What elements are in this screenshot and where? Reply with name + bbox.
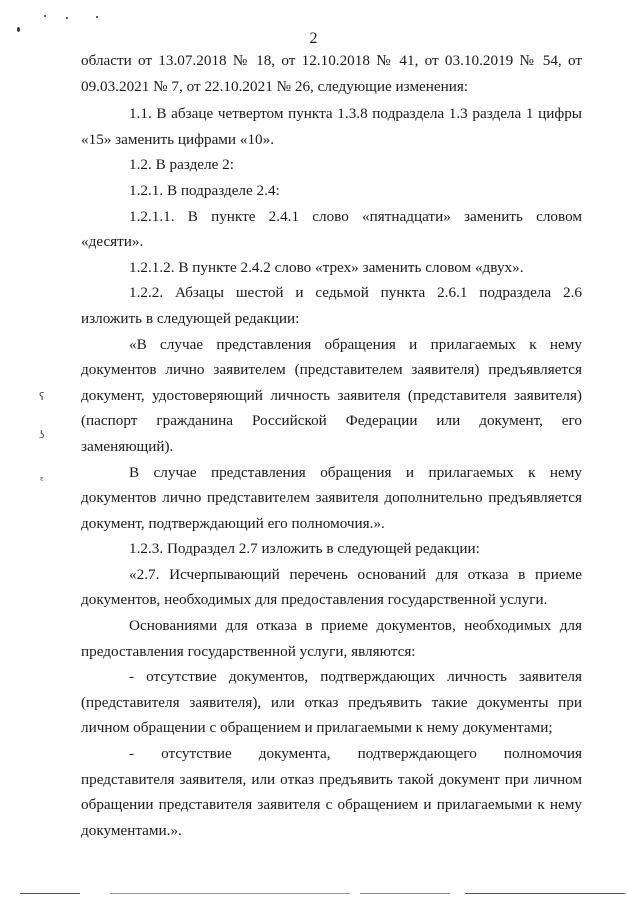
paragraph: «В случае представления обращения и прилагаемых к нему документов лично заявителем (представителем заявителя) предъявляется документ, удостоверяющий личность заявителя (представителя заявителя) (паспорт гражданина Российской Федерации или документ, его заменяющий). [81, 335, 582, 455]
paragraph: 1.2.1.1. В пункте 2.4.1 слово «пятнадцати» заменить словом «десяти». [81, 207, 582, 251]
scan-edge-line [110, 893, 350, 894]
paragraph: 1.2.2. Абзацы шестой и седьмой пункта 2.6.1 подраздела 2.6 изложить в следующей редакции: [81, 284, 582, 327]
scan-edge-line [20, 893, 80, 894]
paragraph: 1.2. В разделе 2: [129, 156, 234, 174]
paragraph: - отсутствие документов, подтверждающих личность заявителя (представителя заявителя), или отказ предъявить такие документы при личном обращении с обращением и прилагаемыми к нему документами; [81, 668, 582, 737]
margin-speck-1: ʕ [39, 390, 45, 403]
document-body [81, 48, 582, 843]
page-number: 2 [309, 30, 318, 47]
paragraph: Основаниями для отказа в приеме документов, необходимых для предоставления государственной услуги, являются: [81, 617, 582, 660]
margin-speck-3: ᵋ [40, 474, 44, 487]
paragraph: 1.2.1. В подразделе 2.4: [129, 181, 280, 199]
paragraph: В случае представления обращения и прилагаемых к нему документов лично представителем заявителя дополнительно предъявляется документ, подтверждающий его полномочия.». [81, 463, 582, 532]
paragraph: - отсутствие документа, подтверждающего полномочия представителя заявителя, или отказ предъявить такой документ при личном обращении представителя заявителя с обращением и прилагаемыми к нему документами.». [81, 745, 582, 839]
margin-speck-2: ʖ [39, 428, 45, 441]
paragraph: 1.2.3. Подраздел 2.7 изложить в следующей редакции: [129, 540, 480, 558]
paragraph: «2.7. Исчерпывающий перечень оснований для отказа в приеме документов, необходимых для предоставления государственной услуги. [81, 565, 582, 609]
scan-edge-line [465, 893, 625, 894]
scan-edge-line [360, 893, 450, 894]
paragraph: 1.2.1.2. В пункте 2.4.2 слово «трех» заменить словом «двух». [129, 258, 524, 276]
paragraph: области от 13.07.2018 № 18, от 12.10.2018 № 41, от 03.10.2019 № 54, от 09.03.2021 № 7, от 22.10.2021 № 26, следующие изменения: [81, 52, 582, 95]
paragraph: 1.1. В абзаце четвертом пункта 1.3.8 подраздела 1.3 раздела 1 цифры «15» заменить цифрами «10». [81, 105, 582, 148]
